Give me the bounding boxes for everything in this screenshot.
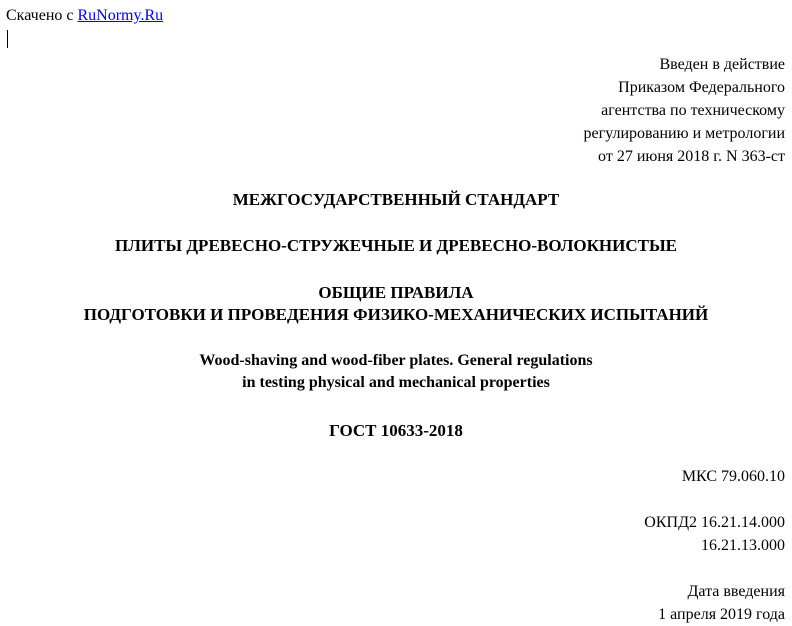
okpd-code-line: ОКПД2 16.21.14.000 [644, 514, 785, 531]
date-value: 1 апреля 2019 года [658, 606, 785, 623]
mks-code: МКС 79.060.10 [681, 468, 785, 485]
english-title-line: Wood-shaving and wood-fiber plates. General regulations [199, 352, 593, 369]
subtitle-line: ОБЩИЕ ПРАВИЛА [318, 283, 474, 302]
enactment-line: регулированию и метрологии [583, 125, 785, 142]
date-label: Дата введения [687, 583, 785, 600]
gost-number: ГОСТ 10633-2018 [329, 421, 463, 440]
runormy-link[interactable]: RuNormy.Ru [77, 7, 164, 24]
text-cursor [7, 30, 8, 48]
enactment-line: от 27 июня 2018 г. N 363-ст [598, 148, 785, 165]
enactment-line: Приказом Федерального [618, 79, 785, 96]
standard-type-heading: МЕЖГОСУДАРСТВЕННЫЙ СТАНДАРТ [232, 190, 560, 209]
introduction-date [658, 580, 785, 626]
document-title: ПЛИТЫ ДРЕВЕСНО-СТРУЖЕЧНЫЕ И ДРЕВЕСНО-ВОЛОКНИСТЫЕ [114, 236, 678, 255]
subtitle-line: ПОДГОТОВКИ И ПРОВЕДЕНИЯ ФИЗИКО-МЕХАНИЧЕСКИХ ИСПЫТАНИЙ [83, 305, 709, 324]
download-source-line [6, 7, 163, 25]
okpd-code-line: 16.21.13.000 [701, 537, 785, 554]
download-prefix: Скачено с [6, 7, 74, 24]
document-subtitle [0, 282, 792, 326]
english-title-line: in testing physical and mechanical properties [242, 374, 550, 391]
enactment-line: Введен в действие [659, 56, 785, 73]
enactment-block [584, 53, 785, 168]
english-title [0, 350, 792, 394]
enactment-line: агентства по техническому [601, 102, 785, 119]
okpd-codes [644, 511, 785, 557]
